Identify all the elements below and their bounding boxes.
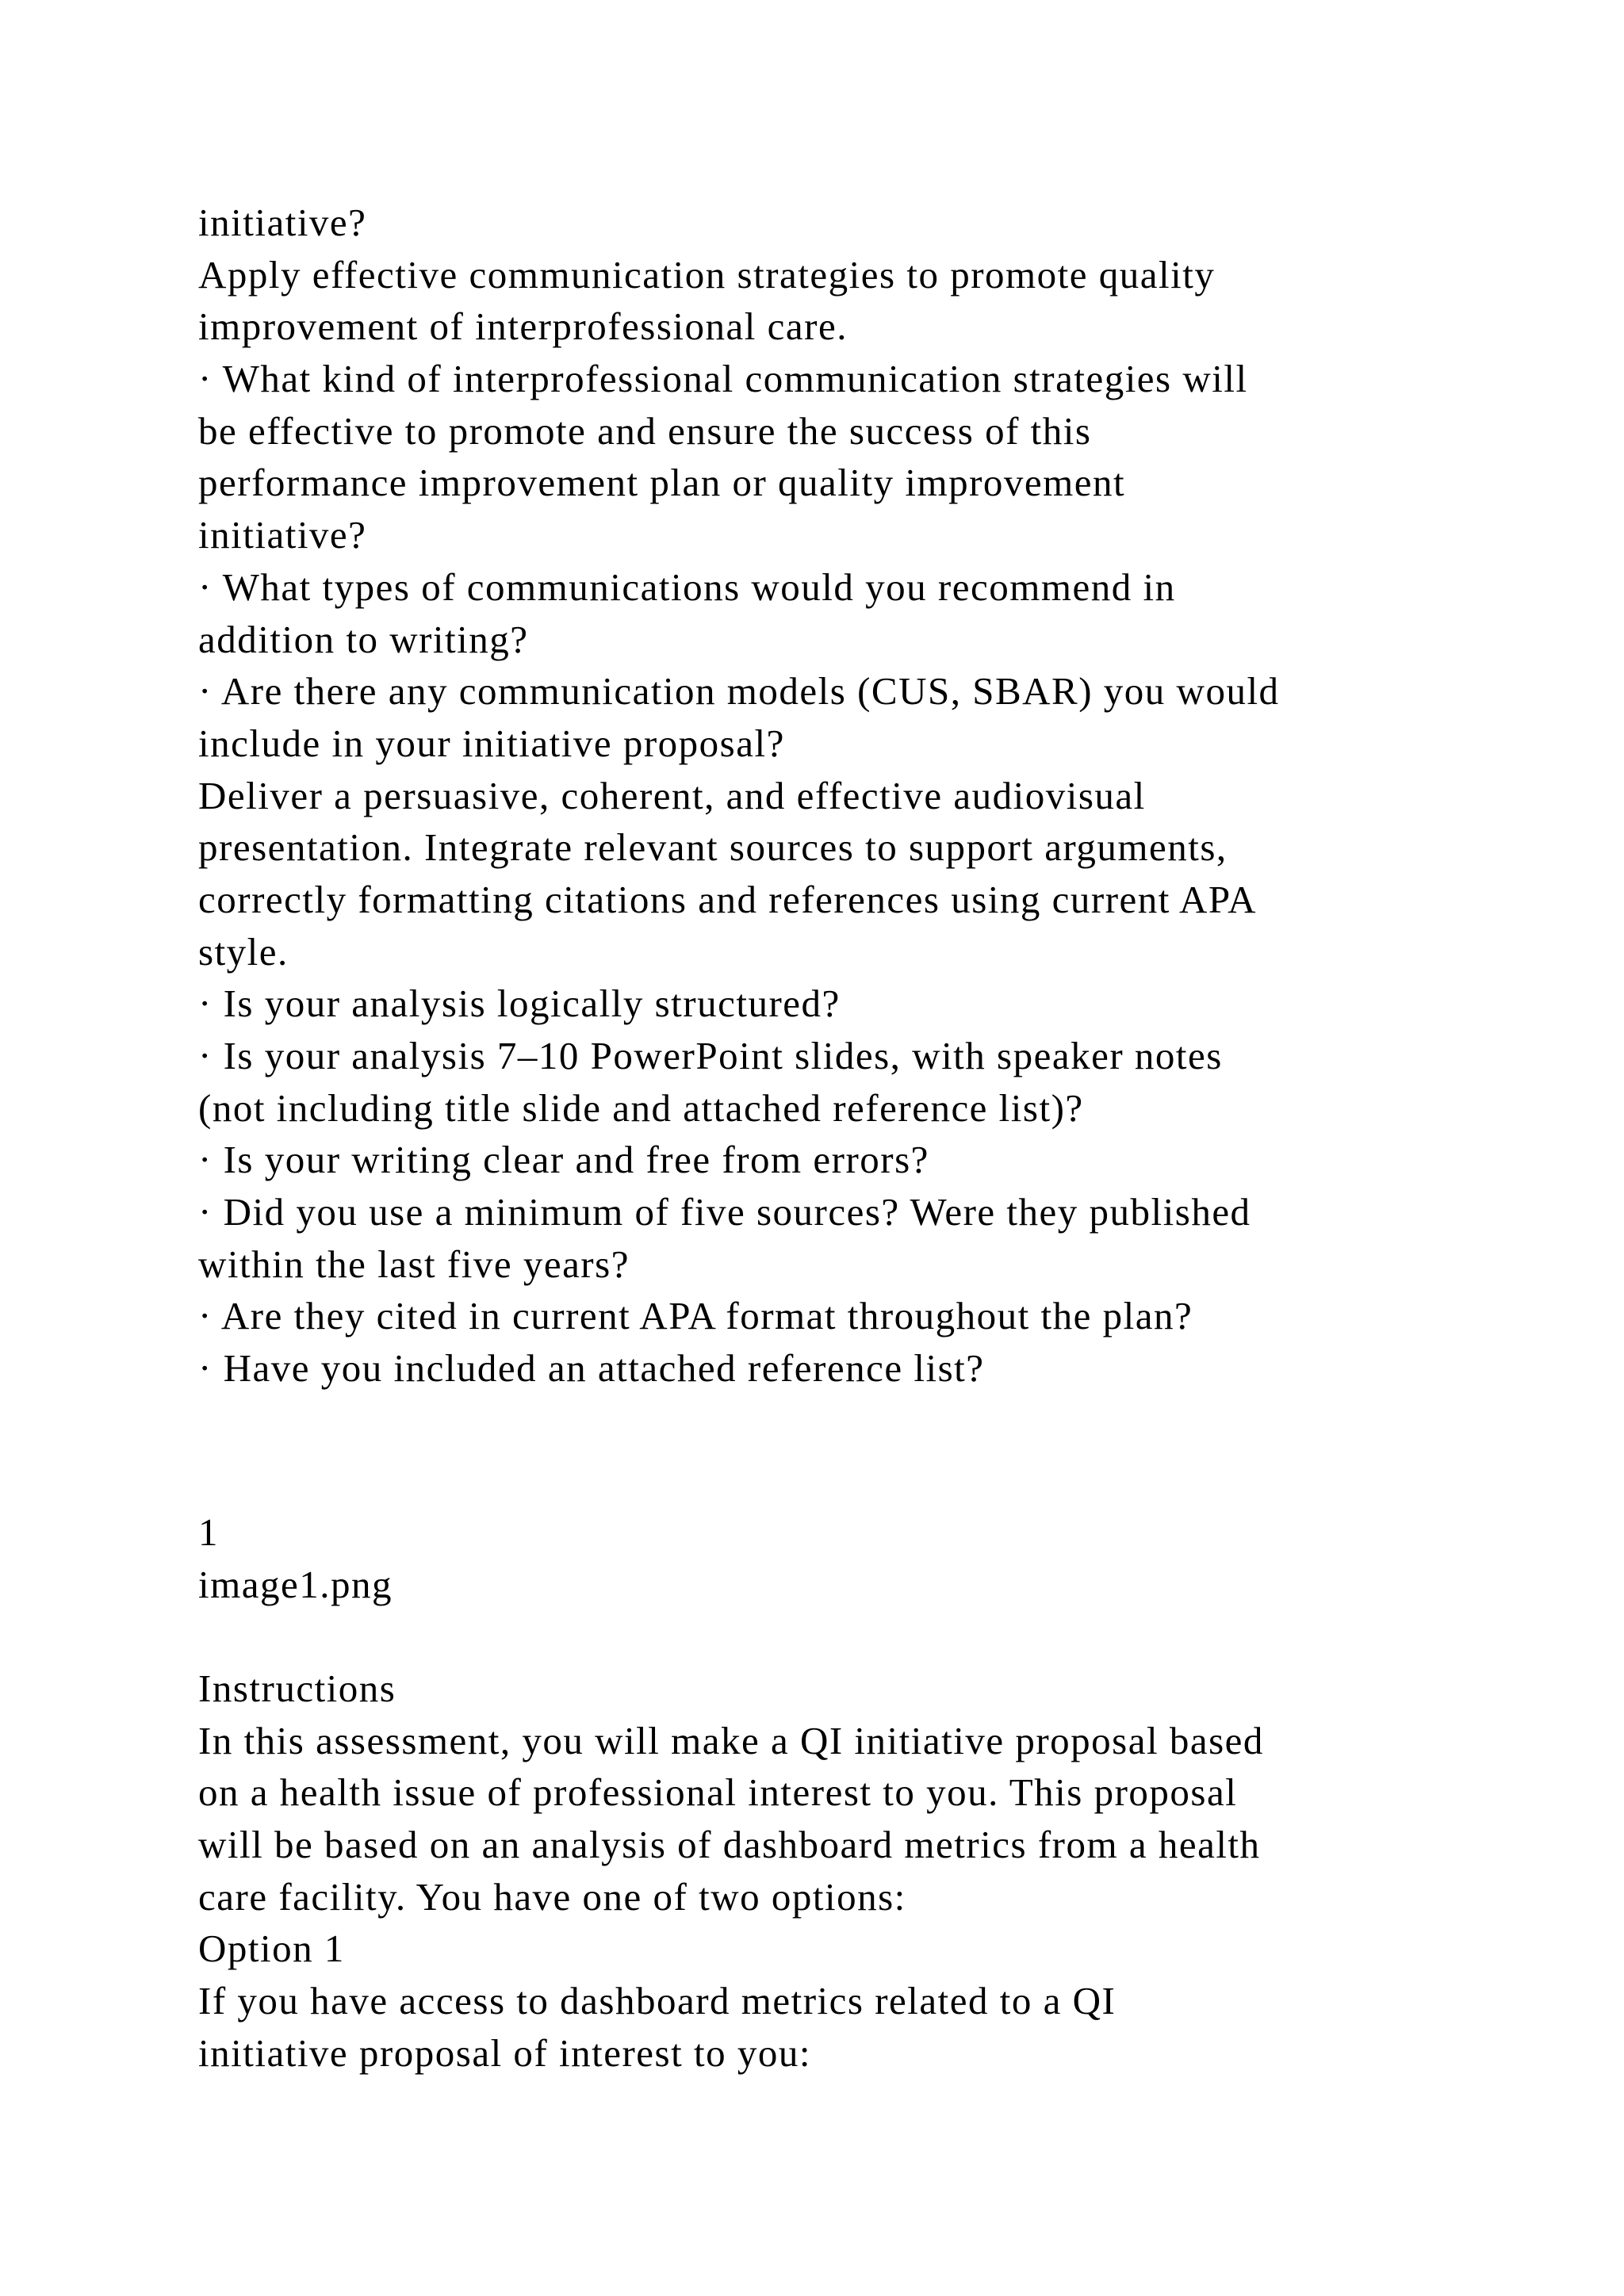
bullet-line: · What types of communications would you recommend in xyxy=(198,564,1176,609)
text-line: (not including title slide and attached reference list)? xyxy=(198,1085,1084,1130)
section-heading: Instructions xyxy=(198,1667,396,1710)
text-line: performance improvement plan or quality improvement xyxy=(198,461,1126,505)
page-marker-section xyxy=(198,1506,1467,1610)
text-line: within the last five years? xyxy=(198,1242,630,1286)
text-line: will be based on an analysis of dashboard metrics from a health xyxy=(198,1823,1261,1867)
text-line: style. xyxy=(198,929,289,974)
text-line: initiative? xyxy=(198,513,367,557)
bullet-line: · Is your writing clear and free from errors? xyxy=(198,1138,929,1182)
bullet-line: · Is your analysis 7–10 PowerPoint slides, with speaker notes xyxy=(198,1034,1223,1077)
text-line: Apply effective communication strategies to promote quality xyxy=(198,252,1216,297)
text-line: initiative proposal of interest to you: xyxy=(198,2030,811,2075)
bullet-line: · Have you included an attached reference list? xyxy=(198,1346,985,1391)
text-line: addition to writing? xyxy=(198,617,529,661)
text-line: In this assessment, you will make a QI initiative proposal based xyxy=(198,1718,1264,1762)
bullet-line: · Is your analysis logically structured? xyxy=(198,982,841,1026)
option-heading: Option 1 xyxy=(198,1927,345,1971)
text-section-2 xyxy=(198,1663,1467,2080)
bullet-line: · What kind of interprofessional communication strategies will xyxy=(198,357,1248,401)
bullet-line: · Did you use a minimum of five sources? Were they published xyxy=(198,1190,1251,1234)
text-line: be effective to promote and ensure the success of this xyxy=(198,408,1092,453)
text-line: care facility. You have one of two options: xyxy=(198,1874,906,1919)
text-line: presentation. Integrate relevant sources to support arguments, xyxy=(198,825,1228,870)
text-line: If you have access to dashboard metrics related to a QI xyxy=(198,1979,1116,2023)
text-section-1 xyxy=(198,197,1467,1395)
bullet-line: · Are they cited in current APA format throughout the plan? xyxy=(198,1294,1193,1338)
text-line: correctly formatting citations and references using current APA xyxy=(198,877,1257,921)
image-filename: image1.png xyxy=(198,1562,393,1606)
text-line: improvement of interprofessional care. xyxy=(198,304,848,349)
text-line: on a health issue of professional interest to you. This proposal xyxy=(198,1770,1238,1815)
page-number: 1 xyxy=(198,1510,219,1554)
text-line: initiative? xyxy=(198,201,367,244)
text-line: include in your initiative proposal? xyxy=(198,721,785,765)
bullet-line: · Are there any communication models (CUS, SBAR) you would xyxy=(198,669,1280,714)
text-line: Deliver a persuasive, coherent, and effective audiovisual xyxy=(198,773,1146,817)
